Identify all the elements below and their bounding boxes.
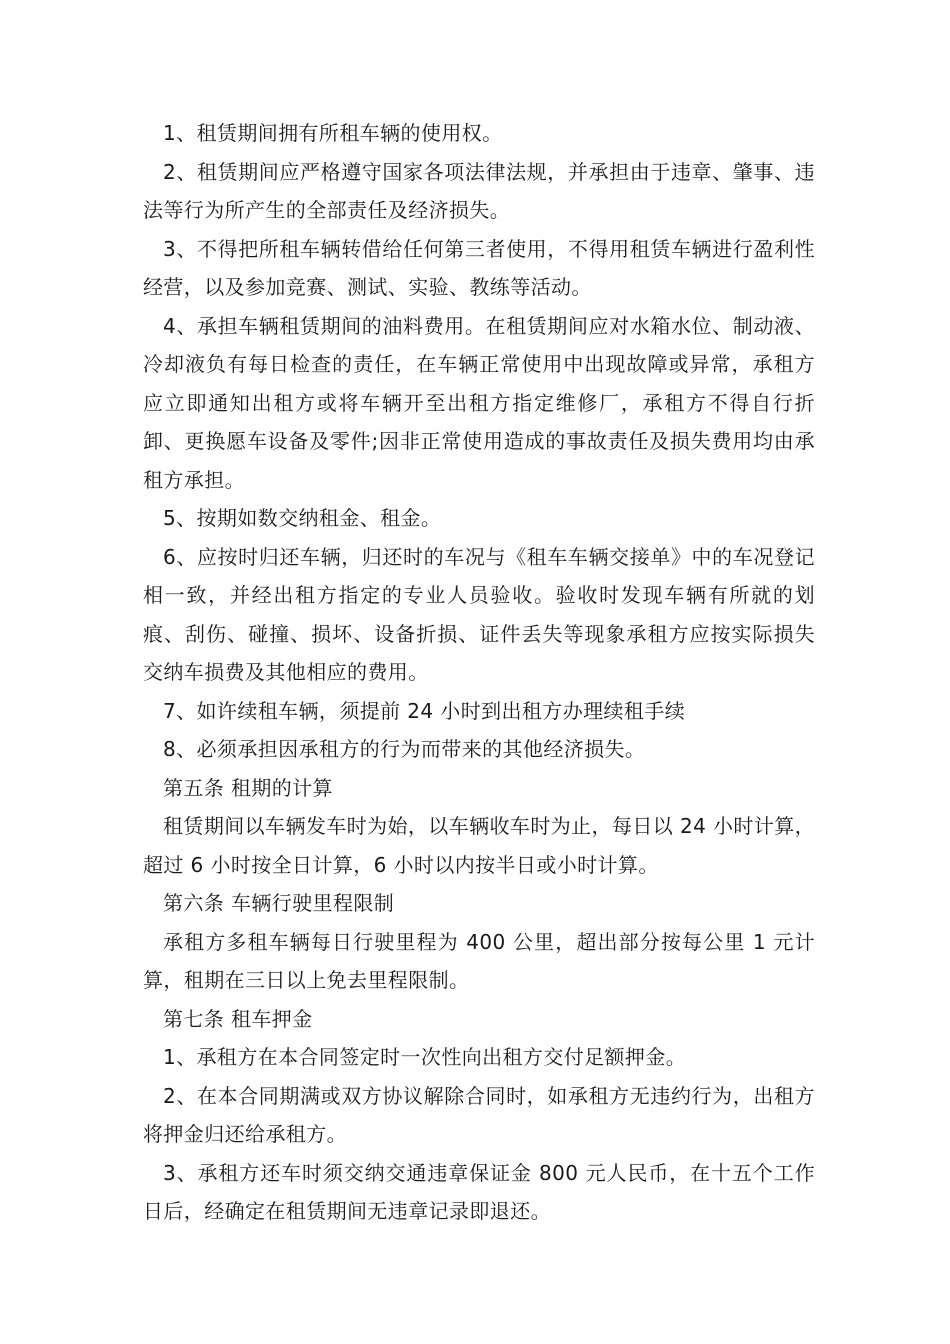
clause-item-1: 1、租赁期间拥有所租车辆的使用权。 [163,121,503,145]
article-5-body: 租赁期间以车辆发车时为始，以车辆收车时为止，每日以 24 小时计算，超过 6 小时按全日计算，6 小时以内按半日或小时计算。 [143,814,815,877]
clause-item-7: 7、如许续租车辆，须提前 24 小时到出租方办理续租手续 [163,698,686,723]
deposit-item-3: 3、承租方还车时须交纳交通违章保证金 800 元人民币，在十五个工作日后，经确定在租赁期间无违章记录即退还。 [143,1160,815,1223]
article-6-body: 承租方多租车辆每日行驶里程为 400 公里，超出部分按每公里 1 元计算，租期在三日以上免去里程限制。 [143,929,815,992]
deposit-item-2: 2、在本合同期满或双方协议解除合同时，如承租方无违约行为，出租方将押金归还给承租方。 [143,1083,815,1146]
section-heading-article-7: 第七条 租车押金 [163,1006,313,1031]
clause-item-6: 6、应按时归还车辆，归还时的车况与《租车车辆交接单》中的车况登记相一致，并经出租方指定的专业人员验收。验收时发现车辆有所就的划痕、刮伤、碰撞、损坏、设备折损、证件丢失等现象承租方应按实际损失交纳车损费及其他相应的费用。 [143,544,815,684]
clause-item-5: 5、按期如数交纳租金、租金。 [163,506,442,530]
clause-item-4: 4、承担车辆租赁期间的油料费用。在租赁期间应对水箱水位、制动液、冷却液负有每日检查的责任，在车辆正常使用中出现故障或异常，承租方应立即通知出租方或将车辆开至出租方指定维修厂，承租方不得自行折卸、更换愿车设备及零件;因非正常使用造成的事故责任及损失费用均由承租方承担。 [143,313,815,492]
document-body [143,114,815,1231]
clause-item-8: 8、必须承担因承租方的行为而带来的其他经济损失。 [163,737,646,761]
section-heading-article-5: 第五条 租期的计算 [163,775,333,800]
clause-item-2: 2、租赁期间应严格遵守国家各项法律法规，并承担由于违章、肇事、违法等行为所产生的全部责任及经济损失。 [143,159,815,222]
clause-item-3: 3、不得把所租车辆转借给任何第三者使用，不得用租赁车辆进行盈利性经营，以及参加竞赛、测试、实验、教练等活动。 [143,236,815,299]
section-heading-article-6: 第六条 车辆行驶里程限制 [163,891,395,915]
deposit-item-1: 1、承租方在本合同签定时一次性向出租方交付足额押金。 [163,1045,687,1069]
